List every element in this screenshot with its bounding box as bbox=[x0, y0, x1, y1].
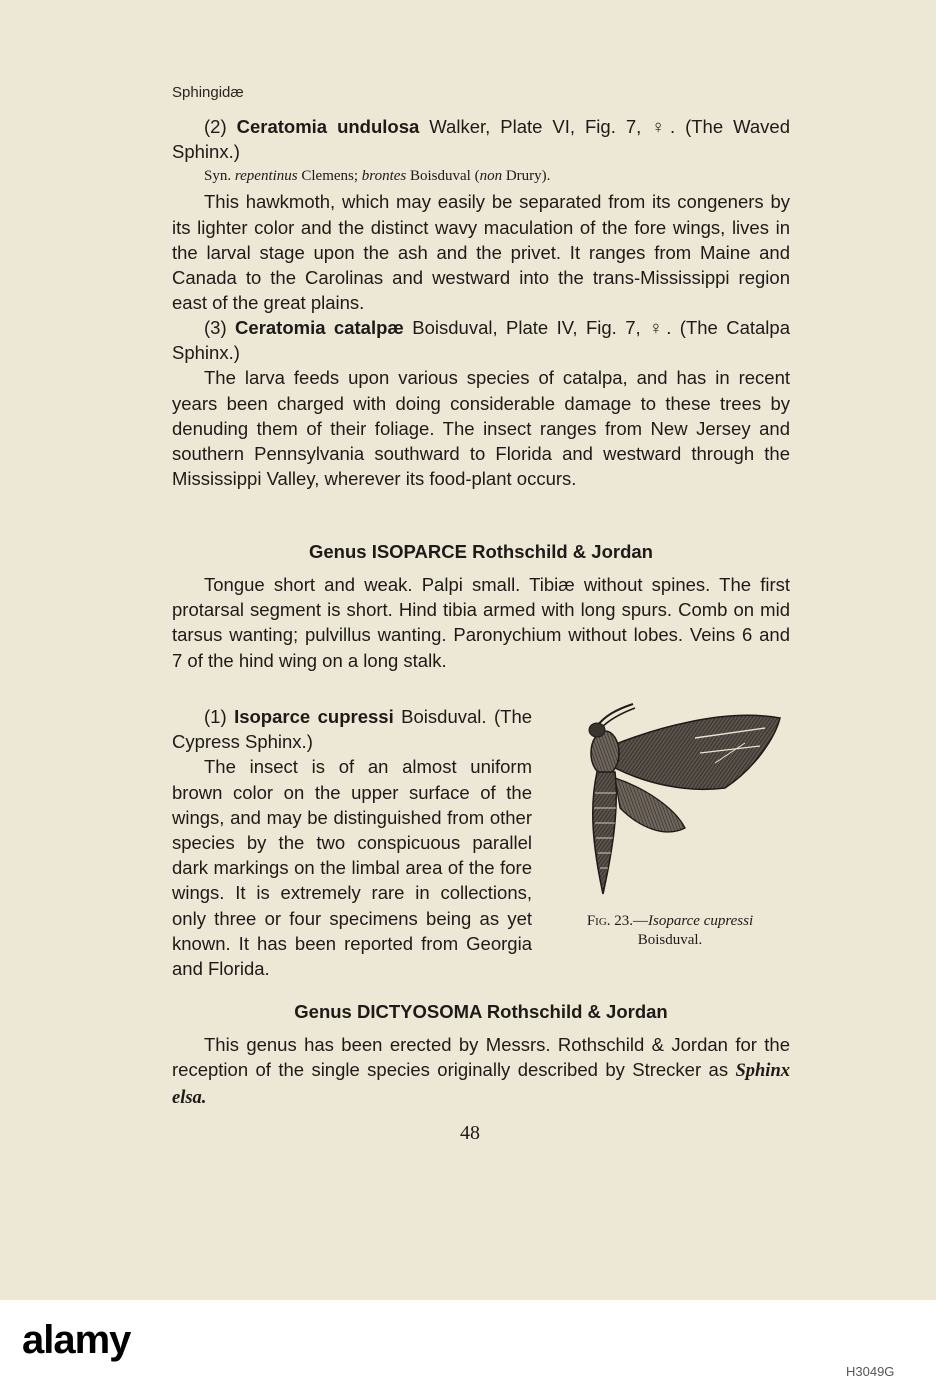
running-head: Sphingidæ bbox=[172, 84, 244, 101]
figure-author: Boisduval. bbox=[637, 932, 703, 948]
page-number: 48 bbox=[460, 1122, 480, 1144]
species-name: Ceratomia undulosa bbox=[236, 116, 420, 137]
species-name: Isoparce cupressi bbox=[234, 706, 394, 727]
species-number: (2) bbox=[204, 116, 227, 137]
genus-text bbox=[172, 1032, 790, 1112]
section-ceratomia-catalpae bbox=[172, 315, 790, 491]
species-name: Ceratomia catalpæ bbox=[235, 317, 404, 338]
hawkmoth-engraving bbox=[575, 698, 795, 908]
species-common-name: (The Catalpa Sphinx.) bbox=[172, 317, 790, 364]
syn-name: brontes bbox=[361, 168, 407, 185]
species-common-name: (The Waved Sphinx.) bbox=[172, 116, 791, 163]
genus-type-species: Sphinx elsa. bbox=[172, 1061, 790, 1109]
figure-species: Isoparce cupressi bbox=[648, 913, 754, 929]
syn-author: Boisduval ( bbox=[410, 168, 480, 185]
syn-author: Clemens; bbox=[301, 168, 359, 185]
species-description: This hawkmoth, which may easily be separated from its congeners by its lighter color and the distinct wavy maculation of the fore wings, lives in the larval stage upon the ash and the privet. It ranges from Maine and Canada to the Carolinas and westward into the trans-Mississippi region east of the great plains. bbox=[172, 191, 790, 314]
genus-description-isoparce bbox=[172, 572, 790, 673]
species-author: Boisduval. bbox=[401, 706, 487, 727]
synonymy-line bbox=[204, 164, 790, 189]
species-description: The insect is of an almost uniform brown color on the upper surface of the wings, and may be distinguished from other species by the two conspicuous parallel dark markings on the limbal area of the fore wings. It is extremely rare in collections, only three or four specimens being as yet known. It has been reported from Georgia and Florida. bbox=[172, 756, 532, 980]
stock-logo: alamy bbox=[22, 1318, 131, 1362]
genus-description-dictyosoma bbox=[172, 1032, 790, 1112]
species-author-plate: Boisduval, Plate IV, Fig. 7, ♀. bbox=[412, 317, 672, 338]
species-number: (1) bbox=[204, 706, 227, 727]
syn-non: non bbox=[479, 168, 503, 185]
syn-name: repentinus bbox=[234, 168, 298, 185]
genus-heading-isoparce: Genus ISOPARCE Rothschild & Jordan bbox=[308, 541, 653, 562]
genus-heading-dictyosoma: Genus DICTYOSOMA Rothschild & Jordan bbox=[294, 1001, 668, 1022]
species-number: (3) bbox=[204, 317, 227, 338]
species-description: The larva feeds upon various species of catalpa, and has in recent years been charged with doing considerable damage to these trees by denuding them of their foliage. The insect ranges from New Jersey and southern Pennsylvania southward to Florida and westward through the Mississippi Valley, wherever its food-plant occurs. bbox=[172, 367, 790, 490]
species-heading bbox=[172, 315, 790, 365]
section-ceratomia-undulosa bbox=[172, 114, 790, 315]
species-common-name: (The Cypress Sphinx.) bbox=[172, 706, 533, 753]
species-heading bbox=[172, 114, 790, 164]
watermark-strip bbox=[0, 1300, 936, 1390]
syn-author: Drury). bbox=[505, 168, 551, 185]
syn-label: Syn. bbox=[204, 168, 232, 185]
figure-caption bbox=[550, 912, 790, 950]
genus-diagnosis: Tongue short and weak. Palpi small. Tibiæ without spines. The first protarsal segment is short. Hind tibia armed with long spurs. Comb on mid tarsus wanting; pulvillus wanting. Paronychium without lobes. Veins 6 and 7 of the hind wing on a long stalk. bbox=[172, 574, 790, 671]
section-isoparce-cupressi bbox=[172, 704, 532, 981]
stock-image-id: H3049G bbox=[846, 1364, 895, 1379]
species-author-plate: Walker, Plate VI, Fig. 7, ♀. bbox=[429, 116, 676, 137]
figure-moth-illustration bbox=[575, 698, 795, 908]
genus-text-body: This genus has been erected by Messrs. Rothschild & Jordan for the reception of the single species originally described by Strecker as bbox=[172, 1034, 790, 1081]
figure-label: Fig. 23.— bbox=[586, 913, 649, 929]
species-heading bbox=[172, 704, 532, 754]
